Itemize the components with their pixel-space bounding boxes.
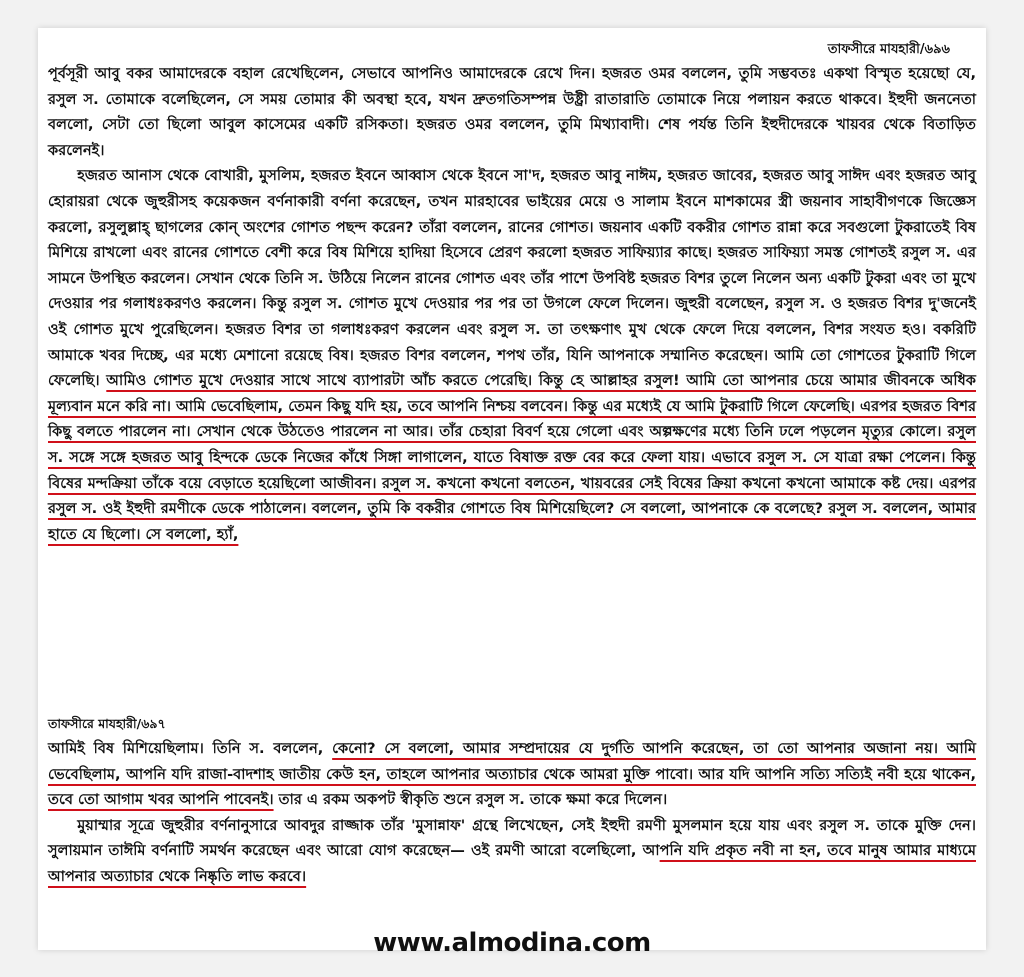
page2-body bbox=[48, 736, 976, 890]
page2-underlined-passage-1: কেনো? সে বললো, আমার সম্প্রদায়ের যে দুর্গতি আপনি করেছেন, তা তো আপনার অজানা নয়। আমি ভেবেছিলাম, আপনি যদি রাজা-বাদশাহ জাতীয় কেউ হন, তাহলে আপনার অত্যাচার থেকে আমরা মুক্তি পাবো। আর যদি আপনি সত্যি সত্যিই নবী হয়ে থাকেন, তবে তো আগাম খবর আপনি পাবেনই। bbox=[48, 740, 977, 809]
page2-paragraph-2 bbox=[48, 813, 976, 890]
document-page bbox=[38, 28, 986, 958]
page1-paragraph-2-text: হজরত আনাস থেকে বোখারী, মুসলিম, হজরত ইবনে আব্বাস থেকে ইবনে সা'দ, হজরত আবু নাঈম, হজরত জাবের, হজরত আবু সাঈদ এবং হজরত আবু হোরায়রা থেকে জুহুরীসহ কয়েকজন বর্ণনাকারী বর্ণনা করেছেন, তখন মারহাবের ভাইয়ের মেয়ে ও সালাম ইবনে মাশকামের স্ত্রী জয়নাব সাহাবীগণকে জিজ্ঞেস করলো, রসুলুল্লাহ্ ছাগলের কোন্ অংশের গোশত পছন্দ করেন? তাঁরা বললেন, রানের গোশত। জয়নাব একটি বকরীর গোশত রান্না করে সবগুলো টুকরাতেই বিষ মিশিয়ে রাখলো এবং রানের গোশতে বেশী করে বিষ মিশিয়ে হাদিয়া হিসেবে প্রেরণ করলো হজরত সাফিয়্যার কাছে। হজরত সাফিয়্যা সমস্ত গোশতই রসুল স. এর সামনে উপস্থিত করলেন। সেখান থেকে তিনি স. উঠিয়ে নিলেন রানের গোশত এবং তাঁর পাশে উপবিষ্ট হজরত বিশর তুলে নিলেন অন্য একটি টুকরা এবং তা মুখে দেওয়ার পর গলাধঃকরণও করলেন। কিন্তু রসুল স. গোশত মুখে দেওয়ার পর পর তা উগলে ফেলে দিলেন। জুহুরী বলেছেন, রসুল স. ও হজরত বিশর দু'জনেই ওই গোশত মুখে পুরেছিলেন। হজরত বিশর তা গলাধঃকরণ করলেন এবং রসুল স. তা তৎক্ষণাৎ মুখ থেকে ফেলে দিয়ে বললেন, বিশর সংযত হও। বকরিটি আমাকে খবর দিচ্ছে, এর মধ্যে মেশানো রয়েছে বিষ। হজরত বিশর বললেন, শপথ তাঁর, যিনি আপনাকে সম্মানিত করেছেন। আমি তো গোশতের টুকরাটি গিলে ফেলেছি। bbox=[48, 167, 976, 390]
page-header-696: তাফসীরে মাযহারী/৬৯৬ bbox=[827, 42, 950, 57]
footer-website-url: www.almodina.com bbox=[373, 928, 651, 958]
page-header-697: তাফসীরে মাযহারী/৬৯৭ bbox=[48, 716, 166, 731]
page2-paragraph-1 bbox=[48, 736, 976, 813]
page1-underlined-passage: আমিও গোশত মুখে দেওয়ার সাথে সাথে ব্যাপারটা আঁচ করতে পেরেছি। কিন্তু হে আল্লাহর রসুল! আমি তো আপনার চেয়ে আমার জীবনকে অধিক মূল্যবান মনে করি না। আমি ভেবেছিলাম, তেমন কিছু যদি হয়, তবে আপনি নিশ্চয় বলবেন। কিন্তু এর মধ্যেই যে আমি টুকরাটি গিলে ফেলেছি। এরপর হজরত বিশর কিছু বলতে পারলেন না। সেখান থেকে উঠতেও পারলেন না আর। তাঁর চেহারা বিবর্ণ হয়ে গেলো এবং অল্পক্ষণের মধ্যে তিনি ঢলে পড়লেন মৃত্যুর কোলে। রসুল স. সঙ্গে সঙ্গে হজরত আবু হিন্দকে ডেকে নিজের কাঁধে সিঙ্গা লাগালেন, যাতে বিষাক্ত রক্ত বের করে ফেলা যায়। এভাবে রসুল স. সে যাত্রা রক্ষা পেলেন। কিন্তু বিষের মন্দক্রিয়া তাঁকে বয়ে বেড়াতে হয়েছিলো আজীবন। রসুল স. কখনো কখনো বলতেন, খায়বরের সেই বিষের ক্রিয়া কখনো কখনো আমাকে কষ্ট দেয়। এরপর রসুল স. ওই ইহুদী রমণীকে ডেকে পাঠালেন। বললেন, তুমি কি বকরীর গোশতে বিষ মিশিয়েছিলে? সে বললো, আপনাকে কে বলেছে? রসুল স. বললেন, আমার হাতে যে ছিলো। সে বললো, হ্যাঁ, bbox=[48, 372, 976, 543]
page2-paragraph-2-text: মুয়াম্মার সূত্রে জুহুরীর বর্ণনানুসারে আবদুর রাজ্জাক তাঁর 'মুসান্নাফ' গ্রন্থে লিখেছেন, সেই ইহুদী রমণী মুসলমান হয়ে যায় এবং রসুল স. তাকে মুক্তি দেন। সুলায়মান তাঈমি বর্ণনাটি সমর্থন করেছেন এবং আরো যোগ করেছেন— ওই রমণী আরো বলেছিলো, আ bbox=[48, 816, 976, 860]
page2-paragraph-1-lead: আমিই বিষ মিশিয়েছিলাম। তিনি স. বললেন, bbox=[48, 740, 333, 757]
page2-paragraph-1-tail: তার এ রকম অকপট স্বীকৃতি শুনে রসুল স. তাকে ক্ষমা করে দিলেন। bbox=[273, 791, 668, 809]
page2-underlined-passage-2: পনি যদি প্রকৃত নবী না হন, তবে মানুষ আমার মাধ্যমে আপনার অত্যাচার থেকে নিষ্কৃতি লাভ করবে। bbox=[48, 842, 976, 885]
page1-body bbox=[48, 61, 976, 547]
page1-paragraph-2 bbox=[48, 163, 976, 547]
page1-paragraph-1 bbox=[48, 61, 976, 163]
page1-paragraph-1-text: পূর্বসূরী আবু বকর আমাদেরকে বহাল রেখেছিলেন, সেভাবে আপনিও আমাদেরকে রেখে দিন। হজরত ওমর বললেন, তুমি সম্ভবতঃ একথা বিস্মৃত হয়েছো যে, রসুল স. তোমাকে বলেছিলেন, সে সময় তোমার কী অবস্থা হবে, যখন দ্রুতগতিসম্পন্ন উষ্ট্রী রাতারাতি তোমাকে নিয়ে পলায়ন করতে থাকবে। ইহুদী জননেতা বললো, সেটা তো ছিলো আবুল কাসেমের একটি রসিকতা। হজরত ওমর বললেন, তুমি মিথ্যাবাদী। শেষ পর্যন্ত তিনি ইহুদীদেরকে খায়বর থেকে বিতাড়িত করলেনই। bbox=[48, 65, 976, 159]
